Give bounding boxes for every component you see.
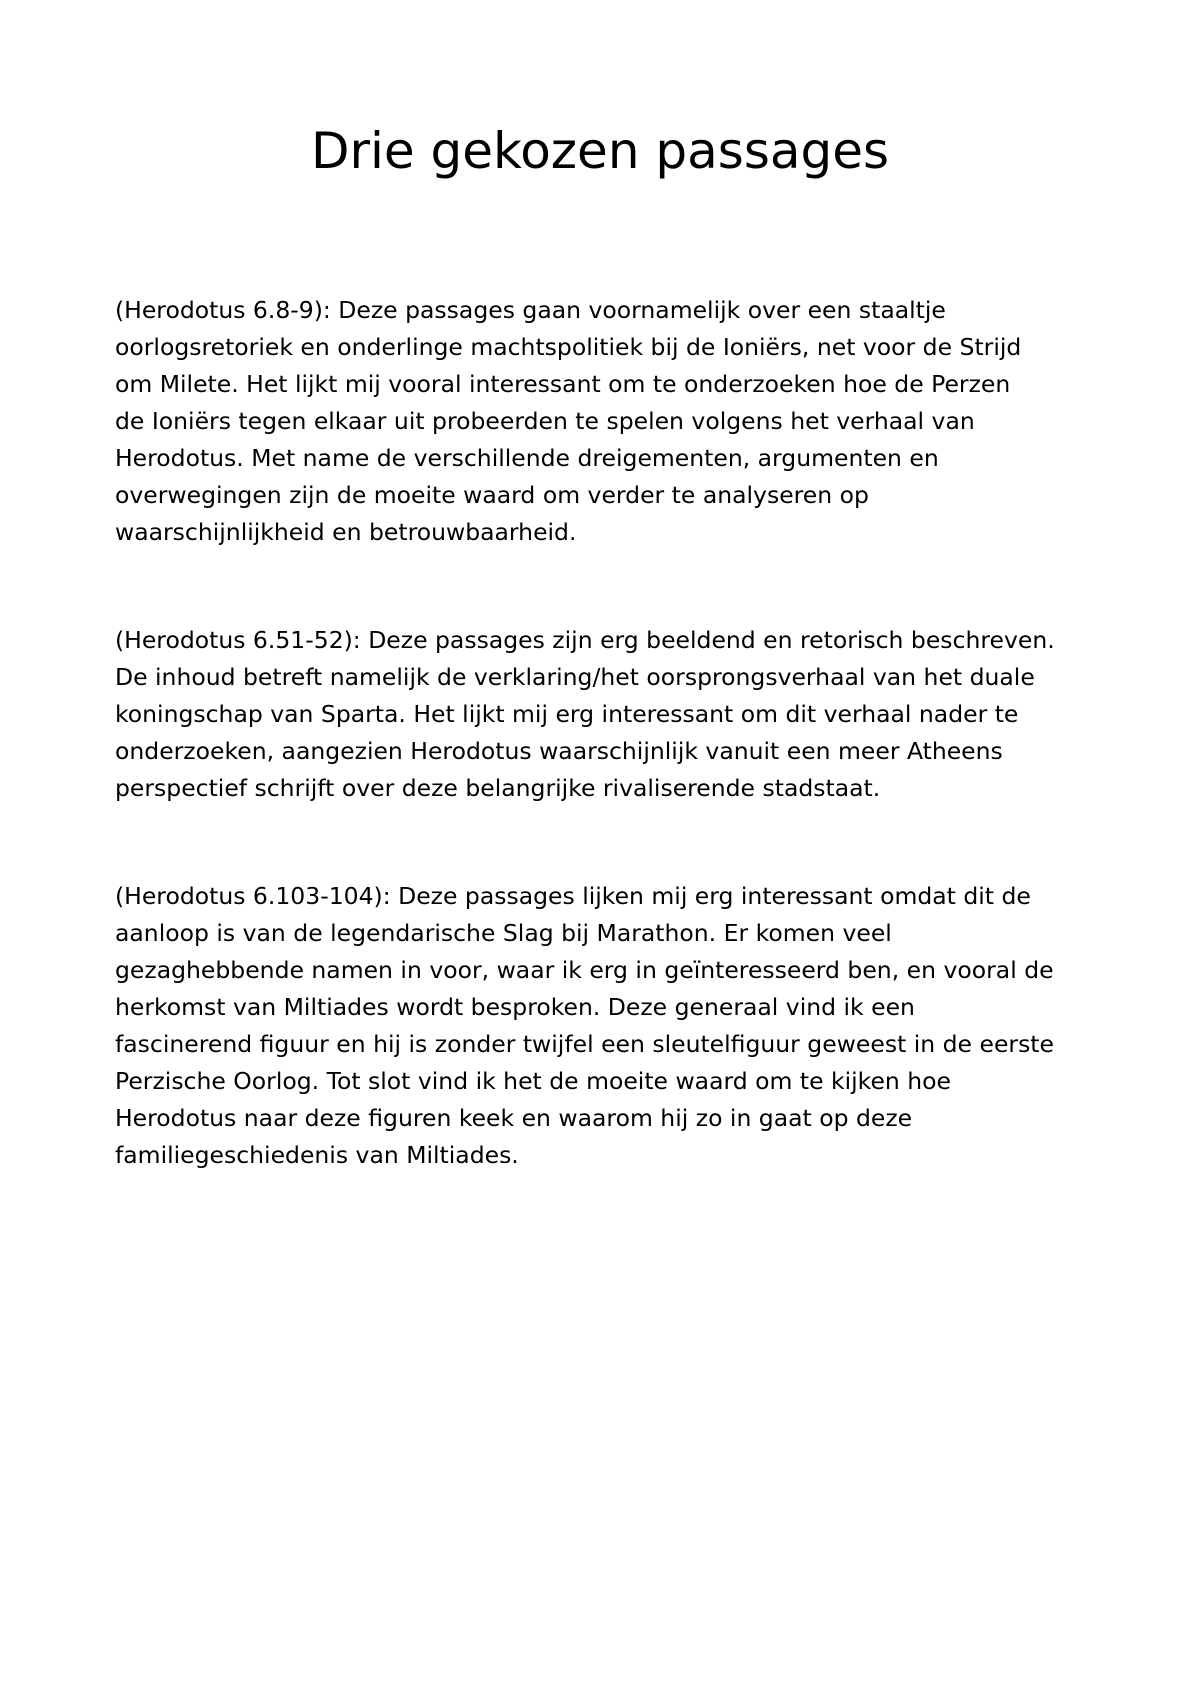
paragraph-line: de Ioniërs tegen elkaar uit probeerden te spelen volgens het verhaal van — [115, 407, 975, 435]
paragraph-line: herkomst van Miltiades wordt besproken. Deze generaal vind ik een — [115, 993, 915, 1021]
paragraph-line: Herodotus naar deze figuren keek en waarom hij zo in gaat op deze — [115, 1104, 913, 1132]
paragraph-line: (Herodotus 6.103-104): Deze passages lijken mij erg interessant omdat dit de — [115, 882, 1031, 910]
paragraph-line: De inhoud betreft namelijk de verklaring/het oorsprongsverhaal van het duale — [115, 663, 1035, 691]
paragraph-herodotus-6-103-104 — [115, 878, 1105, 1174]
paragraph-line: aanloop is van de legendarische Slag bij Marathon. Er komen veel — [115, 919, 892, 947]
paragraph-line: Herodotus. Met name de verschillende dreigementen, argumenten en — [115, 444, 939, 472]
paragraph-line: Perzische Oorlog. Tot slot vind ik het de moeite waard om te kijken hoe — [115, 1067, 951, 1095]
paragraph-line: om Milete. Het lijkt mij vooral interessant om te onderzoeken hoe de Perzen — [115, 370, 1011, 398]
page-title: Drie gekozen passages — [310, 122, 890, 180]
paragraph-line: gezaghebbende namen in voor, waar ik erg in geïnteresseerd ben, en vooral de — [115, 956, 1054, 984]
paragraph-line: fascinerend figuur en hij is zonder twijfel een sleutelfiguur geweest in de eerste — [115, 1030, 1054, 1058]
paragraph-herodotus-6-8-9 — [115, 292, 1105, 551]
paragraph-line: waarschijnlijkheid en betrouwbaarheid. — [115, 518, 577, 546]
paragraph-line: perspectief schrijft over deze belangrijke rivaliserende stadstaat. — [115, 774, 881, 802]
paragraph-line: familiegeschiedenis van Miltiades. — [115, 1141, 519, 1169]
paragraph-line: onderzoeken, aangezien Herodotus waarschijnlijk vanuit een meer Atheens — [115, 737, 1003, 765]
paragraph-line: koningschap van Sparta. Het lijkt mij erg interessant om dit verhaal nader te — [115, 700, 1019, 728]
paragraph-line: overwegingen zijn de moeite waard om verder te analyseren op — [115, 481, 869, 509]
paragraph-herodotus-6-51-52 — [115, 622, 1105, 807]
paragraph-line: (Herodotus 6.8-9): Deze passages gaan voornamelijk over een staaltje — [115, 296, 946, 324]
paragraph-line: oorlogsretoriek en onderlinge machtspolitiek bij de Ioniërs, net voor de Strijd — [115, 333, 1022, 361]
paragraph-line: (Herodotus 6.51-52): Deze passages zijn erg beeldend en retorisch beschreven. — [115, 626, 1055, 654]
